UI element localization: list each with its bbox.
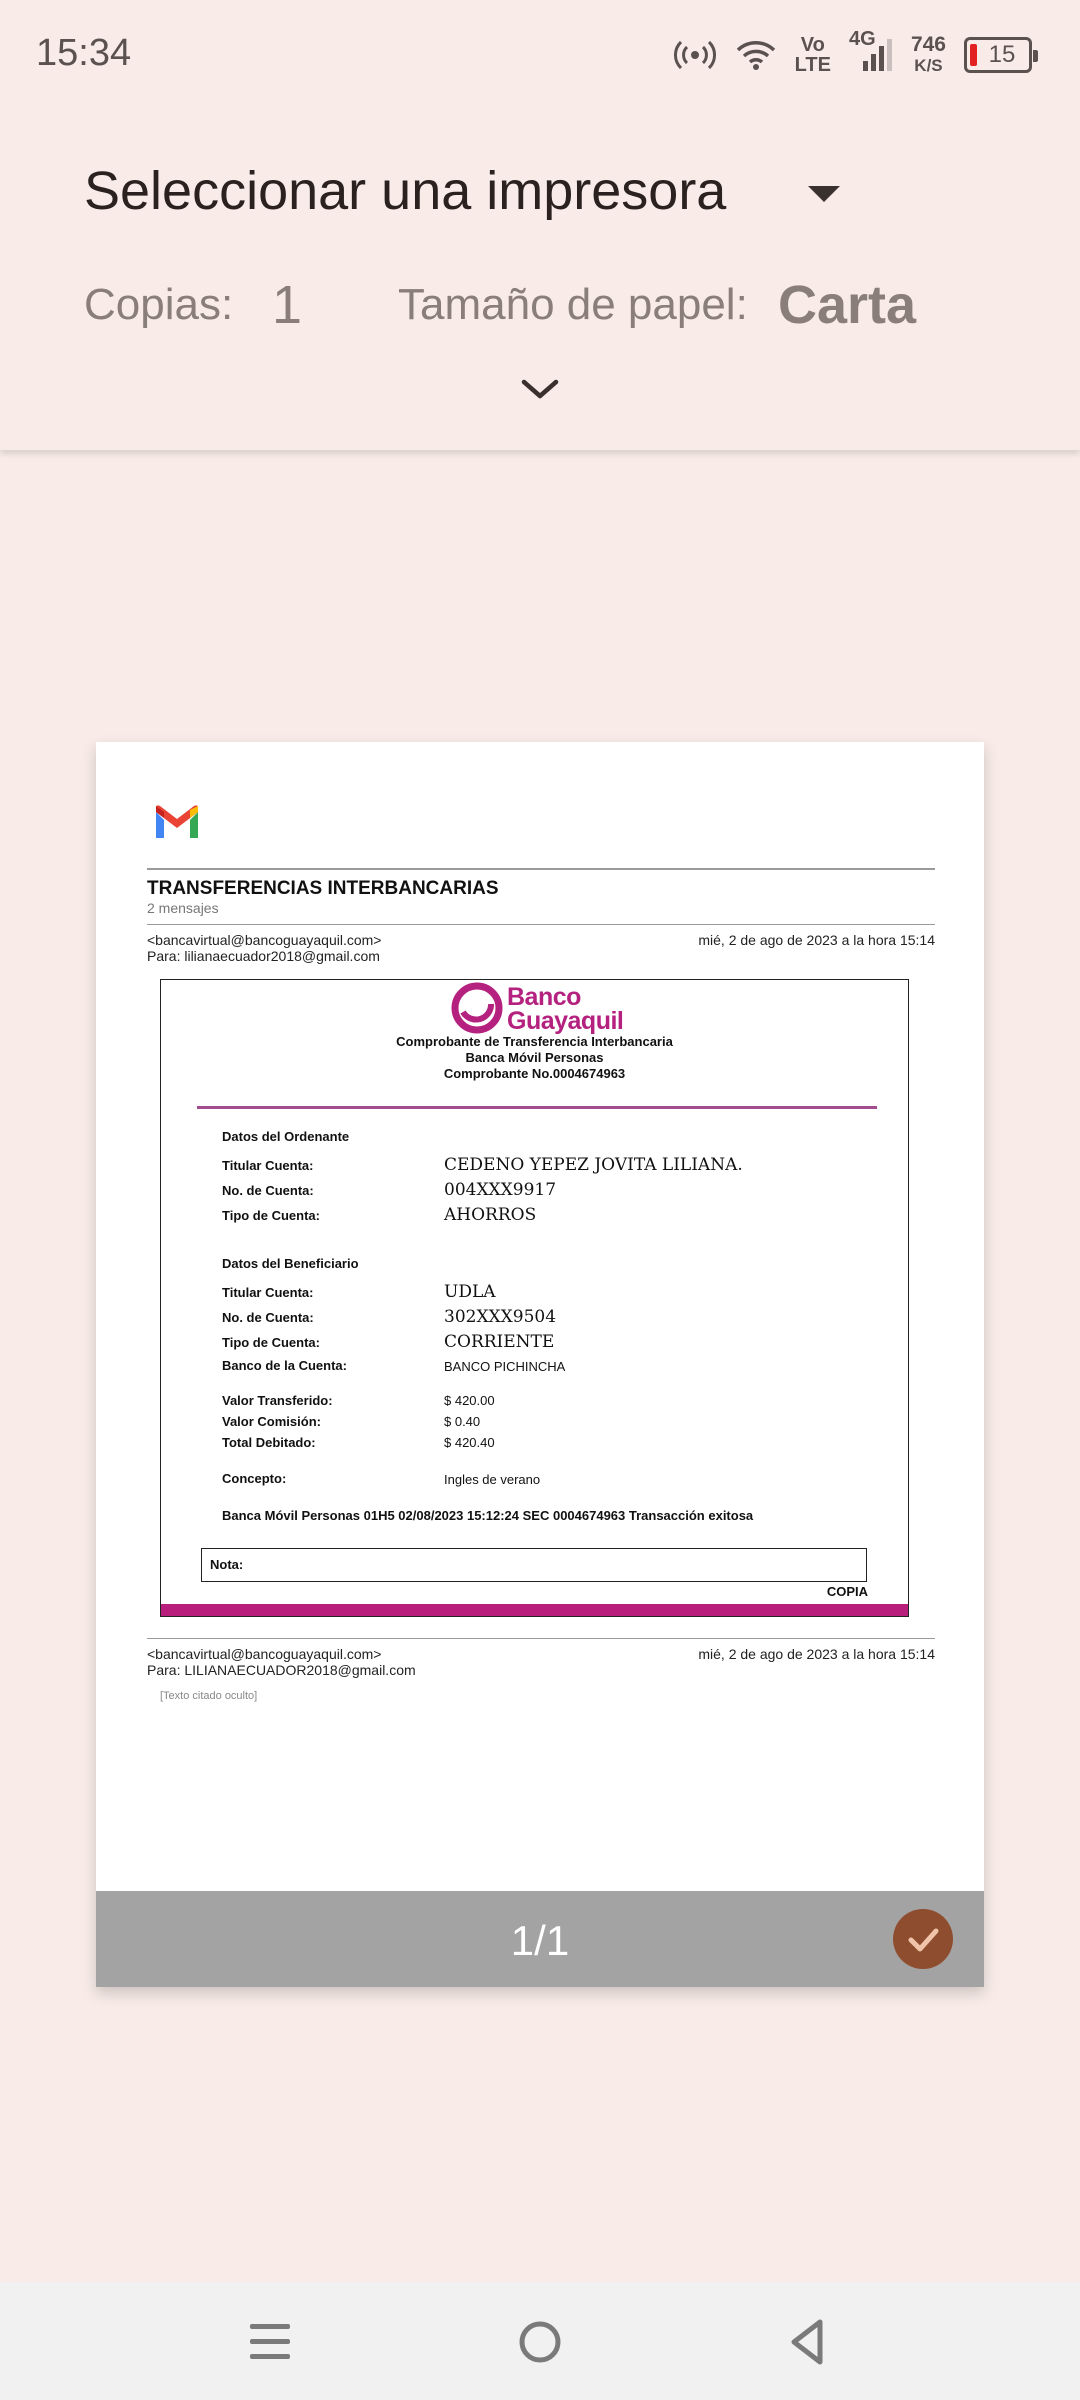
amount-label: Total Debitado: <box>222 1435 316 1450</box>
divider <box>197 1106 877 1109</box>
field-label: Tipo de Cuenta: <box>222 1335 320 1350</box>
email-subject: TRANSFERENCIAS INTERBANCARIAS <box>147 878 499 899</box>
field-label: Tipo de Cuenta: <box>222 1208 320 1223</box>
message2-to: Para: LILIANAECUADOR2018@gmail.com <box>147 1662 416 1678</box>
volte-line1: Vo <box>800 34 825 56</box>
copies-label: Copias: <box>84 280 234 329</box>
status-time: 15:34 <box>36 32 132 74</box>
page-footer <box>96 1891 984 1987</box>
message1-to: Para: lilianaecuador2018@gmail.com <box>147 948 380 964</box>
field-label: Titular Cuenta: <box>222 1158 314 1173</box>
message-count: 2 mensajes <box>147 900 219 916</box>
copies-value[interactable]: 1 <box>272 275 303 335</box>
recents-button[interactable] <box>242 2314 298 2370</box>
menu-icon <box>242 2314 298 2370</box>
transfer-receipt <box>160 979 909 1617</box>
page-indicator: 1/1 <box>510 1917 570 1964</box>
divider <box>147 924 935 925</box>
back-button[interactable] <box>780 2314 836 2370</box>
bank-name-line1: Banco <box>507 983 581 1011</box>
message2-date: mié, 2 de ago de 2023 a la hora 15:14 <box>698 1646 935 1662</box>
paper-size-value[interactable]: Carta <box>778 275 917 335</box>
page-selected-check-button[interactable] <box>893 1909 953 1969</box>
field-value: UDLA <box>444 1282 496 1302</box>
field-value: 302XXX9504 <box>444 1307 557 1327</box>
beneficiario-title: Datos del Beneficiario <box>222 1256 359 1271</box>
field-value: CEDENO YEPEZ JOVITA LILIANA. <box>444 1155 743 1175</box>
bank-logo <box>451 982 651 1036</box>
dropdown-caret-icon[interactable] <box>808 186 840 202</box>
print-preview-page[interactable] <box>96 742 984 1987</box>
hotspot-icon <box>673 37 717 73</box>
volte-line2: LTE <box>794 54 831 76</box>
chevron-down-icon <box>516 370 564 410</box>
note-label: Nota: <box>210 1557 244 1572</box>
concept-value: Ingles de verano <box>444 1472 541 1487</box>
home-button[interactable] <box>512 2314 568 2370</box>
print-options-header <box>0 110 1080 450</box>
field-label: No. de Cuenta: <box>222 1183 314 1198</box>
back-icon <box>780 2314 836 2370</box>
check-icon <box>903 1919 943 1959</box>
receipt-number: Comprobante No.0004674963 <box>443 1066 626 1081</box>
concept-label: Concepto: <box>222 1471 287 1486</box>
message1-date: mié, 2 de ago de 2023 a la hora 15:14 <box>698 932 935 948</box>
ordenante-title: Datos del Ordenante <box>222 1129 350 1144</box>
speed-value: 746 <box>910 32 946 56</box>
transaction-summary: Banca Móvil Personas 01H5 02/08/2023 15:12:24 SEC 0004674963 Transacción exitosa <box>222 1508 754 1523</box>
field-label: Titular Cuenta: <box>222 1285 314 1300</box>
amount-value: $ 420.00 <box>444 1393 495 1408</box>
receipt-footer-bar <box>161 1604 908 1616</box>
status-icons <box>673 30 1032 80</box>
receipt-subtitle: Banca Móvil Personas <box>465 1050 604 1065</box>
battery-fill <box>970 44 977 66</box>
note-box <box>201 1548 867 1582</box>
field-label: Banco de la Cuenta: <box>222 1358 347 1373</box>
gmail-logo-icon <box>154 804 200 840</box>
paper-size-label: Tamaño de papel: <box>398 280 748 329</box>
message2-from: <bancavirtual@bancoguayaquil.com> <box>147 1646 382 1662</box>
amount-value: $ 0.40 <box>444 1414 481 1429</box>
navigation-bar <box>0 2282 1080 2400</box>
divider <box>147 868 935 870</box>
printer-select[interactable]: Seleccionar una impresora <box>84 161 727 221</box>
field-label: No. de Cuenta: <box>222 1310 314 1325</box>
message1-from: <bancavirtual@bancoguayaquil.com> <box>147 932 382 948</box>
copy-label: COPIA <box>826 1584 868 1599</box>
amount-label: Valor Transferido: <box>222 1393 333 1408</box>
divider <box>147 1638 935 1639</box>
field-value: 004XXX9917 <box>444 1180 557 1200</box>
field-value: CORRIENTE <box>444 1332 555 1352</box>
message1-sender <box>147 932 381 964</box>
bank-name-line2: Guayaquil <box>507 1007 624 1035</box>
receipt-title: Comprobante de Transferencia Interbancaria <box>396 1034 673 1049</box>
field-value: BANCO PICHINCHA <box>444 1359 566 1374</box>
battery-level: 15 <box>988 41 1016 68</box>
field-value: AHORROS <box>444 1205 537 1225</box>
status-bar <box>0 0 1080 110</box>
bank-name <box>507 985 623 1033</box>
home-icon <box>512 2314 568 2370</box>
bank-logo-icon <box>451 982 503 1034</box>
signal-icon <box>848 28 893 73</box>
network-speed <box>910 32 946 76</box>
amount-label: Valor Comisión: <box>222 1414 321 1429</box>
quoted-text-hidden: [Texto citado oculto] <box>160 1690 258 1702</box>
message2-sender <box>147 1646 416 1678</box>
network-type: 4G <box>848 28 876 50</box>
wifi-icon <box>735 38 777 72</box>
speed-unit: K/S <box>914 55 943 75</box>
battery-icon <box>964 37 1032 73</box>
amount-value: $ 420.40 <box>444 1435 495 1450</box>
volte-icon <box>795 35 831 75</box>
expand-options-button[interactable] <box>516 370 564 410</box>
